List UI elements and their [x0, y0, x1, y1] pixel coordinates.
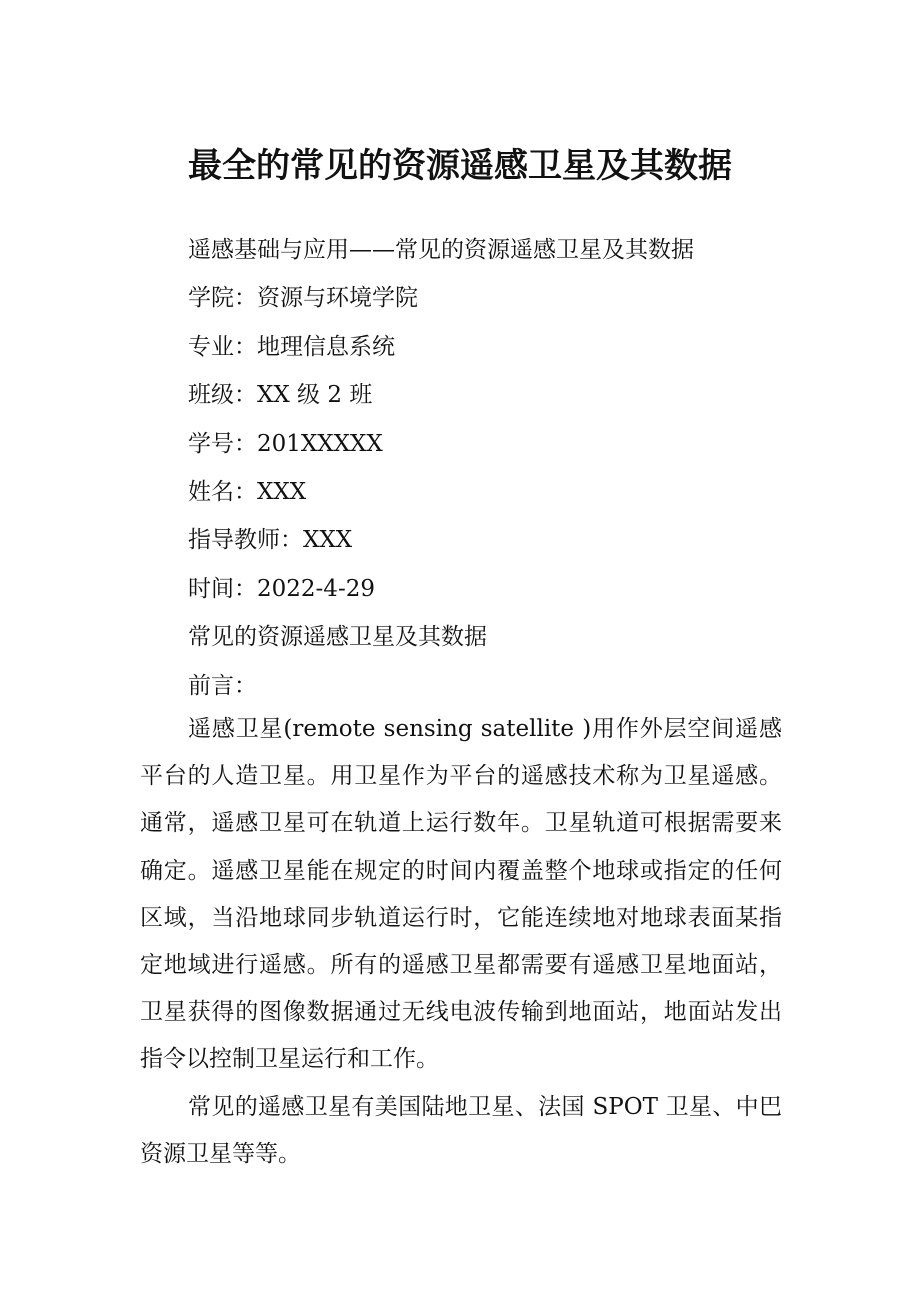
- name-line: 姓名：XXX: [188, 478, 307, 505]
- class-line: 班级：XX 级 2 班: [188, 382, 373, 409]
- preface-heading: 前言：: [188, 672, 257, 699]
- paragraph-intro: 遥感卫星(remote sensing satellite )用作外层空间遥感平台的人造卫星。用卫星作为平台的遥感技术称为卫星遥感。通常，遥感卫星可在轨道上运行数年。卫星轨道可根据需要来确定。遥感卫星能在规定的时间内覆盖整个地球或指定的任何区域，当沿地球同步轨道运行时，它能连续地对地球表面某指定地域进行遥感。所有的遥感卫星都需要有遥感卫星地面站，卫星获得的图像数据通过无线电波传输到地面站，地面站发出指令以控制卫星运行和工作。: [140, 716, 782, 1073]
- paragraph-common-satellites: 常见的遥感卫星有美国陆地卫星、法国 SPOT 卫星、中巴资源卫星等等。: [140, 1093, 782, 1167]
- advisor-line: 指导教师：XXX: [188, 527, 353, 554]
- document-header-block: [188, 226, 788, 710]
- section-heading: 常见的资源遥感卫星及其数据: [188, 624, 487, 651]
- document-body: [140, 706, 782, 1178]
- student-id-line: 学号：201XXXXX: [188, 430, 383, 457]
- subtitle-line: 遥感基础与应用——常见的资源遥感卫星及其数据: [188, 237, 694, 263]
- major-line: 专业：地理信息系统: [188, 333, 395, 360]
- college-line: 学院：资源与环境学院: [188, 285, 418, 312]
- date-line: 时间：2022-4-29: [188, 575, 375, 602]
- document-title: 最全的常见的资源遥感卫星及其数据: [188, 146, 732, 186]
